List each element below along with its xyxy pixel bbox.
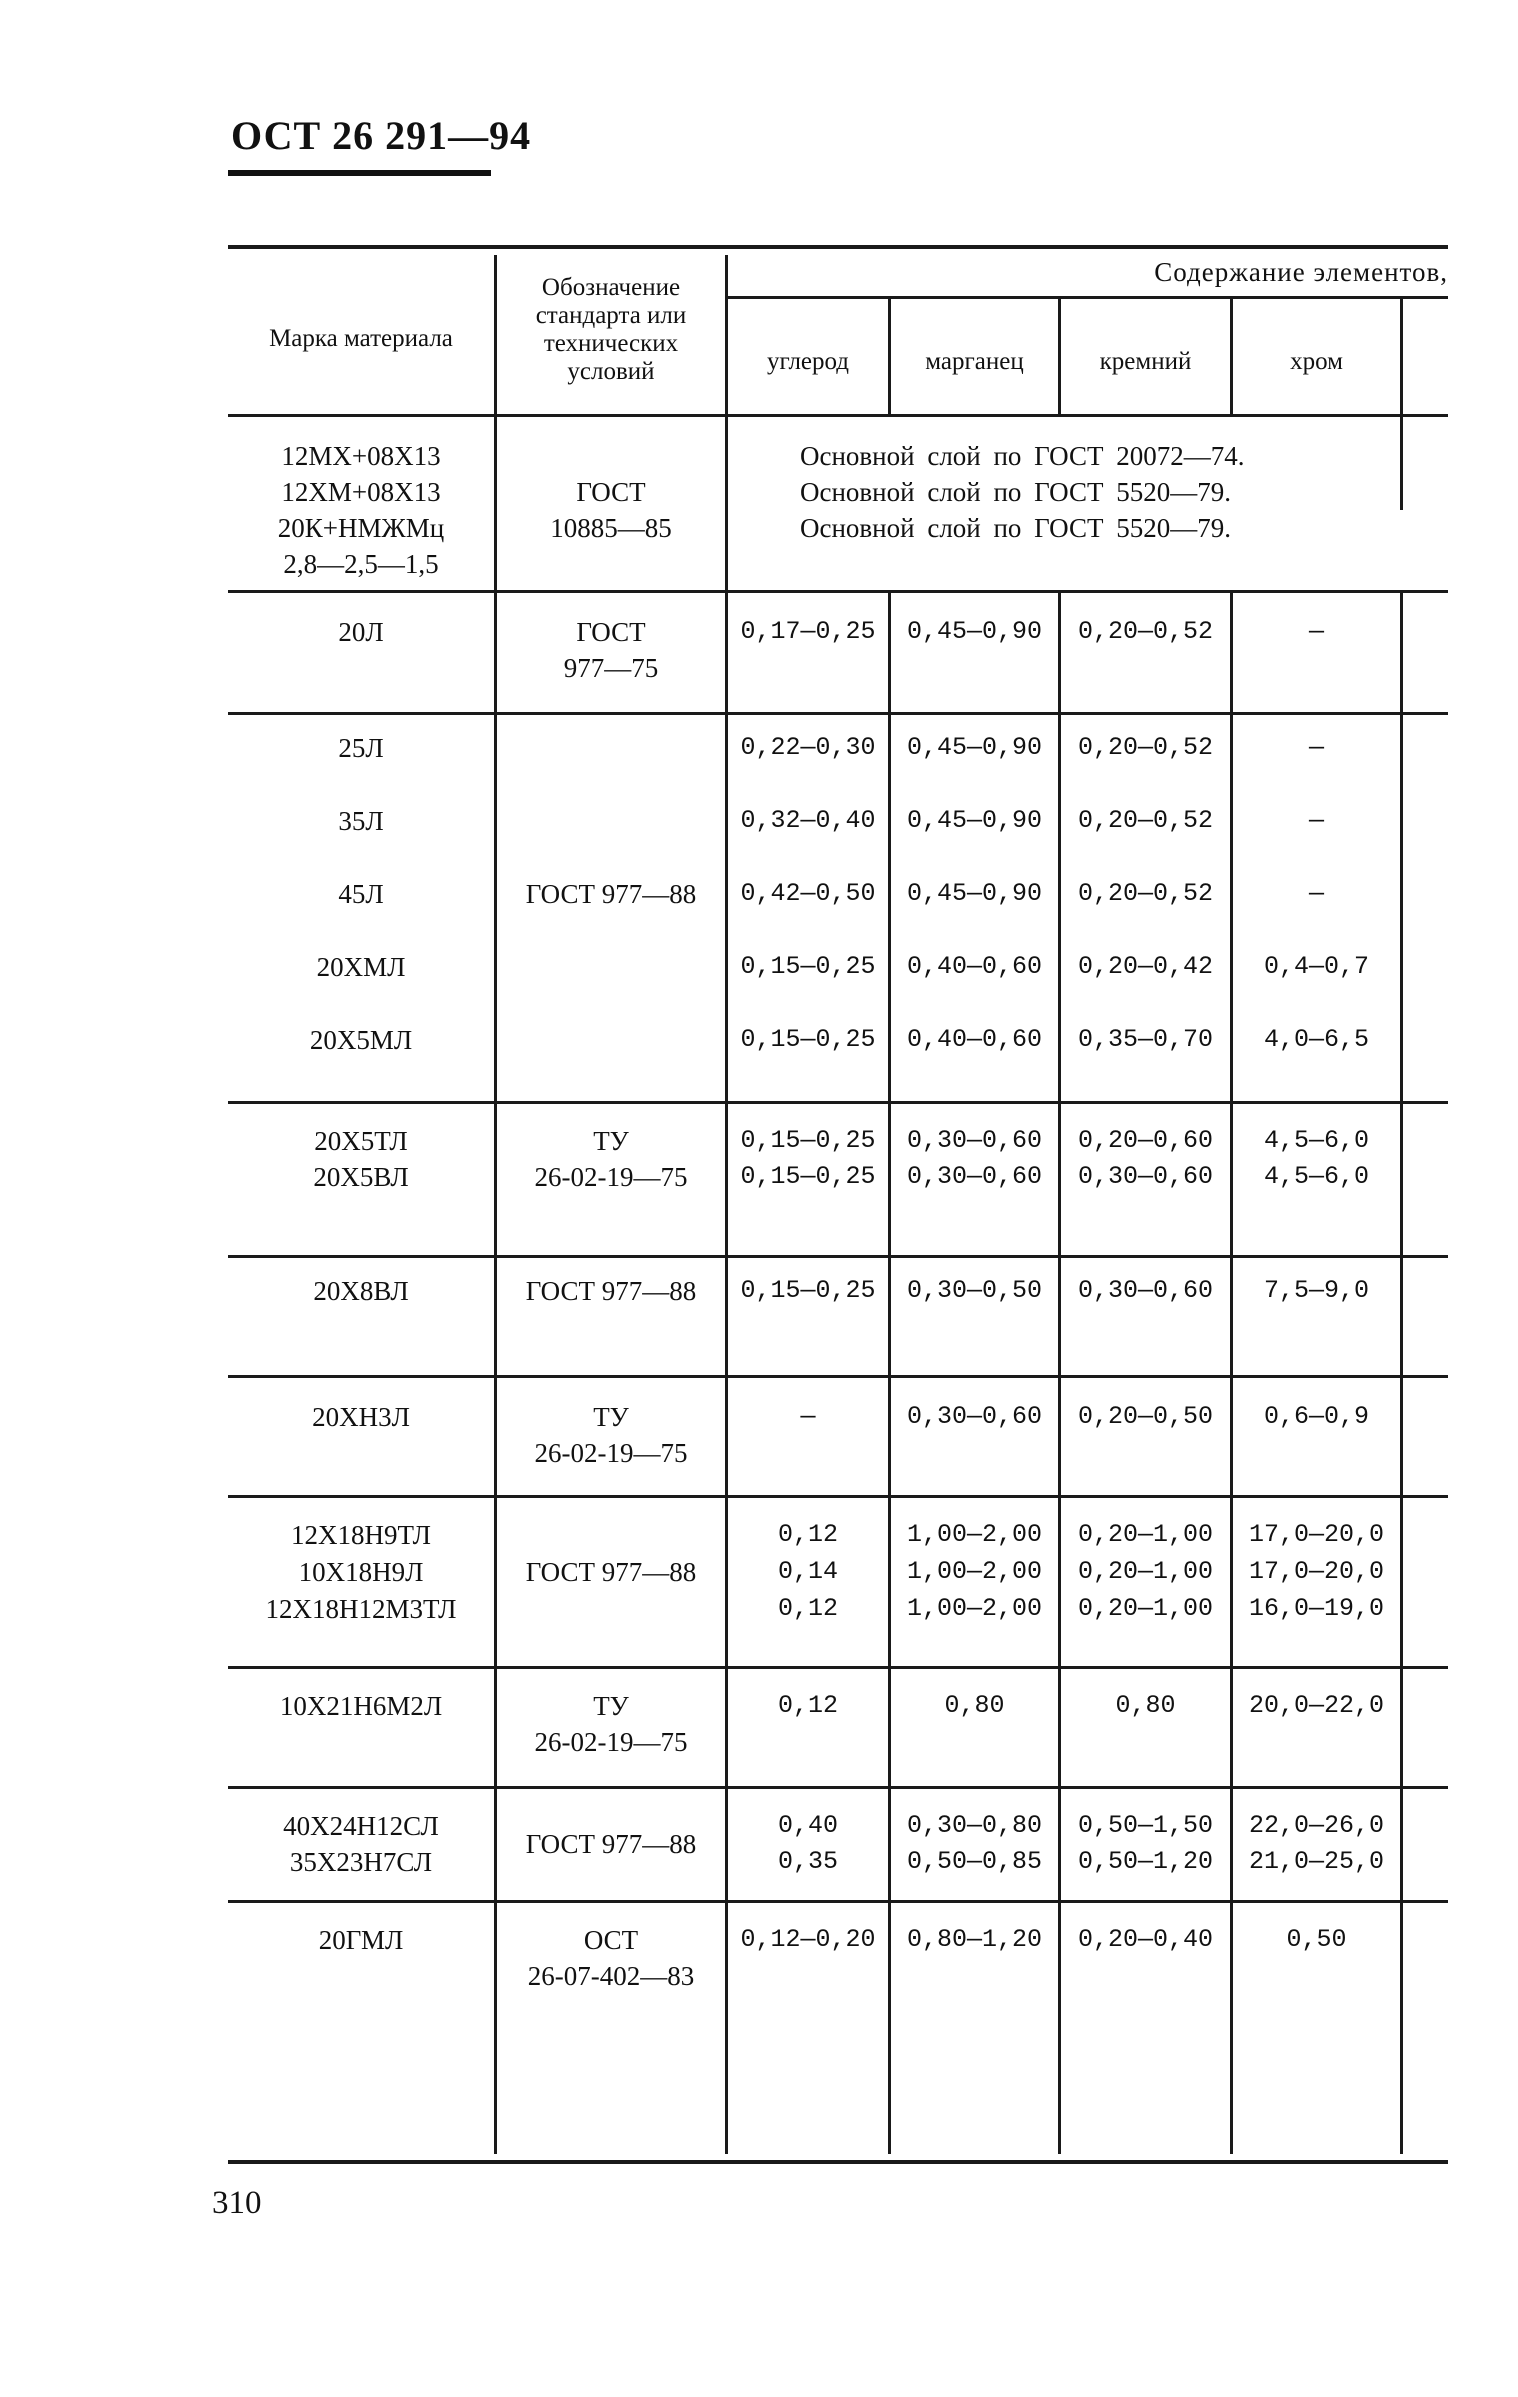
material-mark: 20ХН3Л <box>312 1402 410 1432</box>
manganese-value: 0,80 <box>944 1691 1005 1720</box>
header-standard-line: технических <box>543 330 679 357</box>
silicon-value: 0,30—0,60 <box>1077 1276 1214 1305</box>
silicon-value: 0,20—1,00 <box>1077 1557 1214 1586</box>
chromium-value: 4,5—6,0 <box>1263 1162 1370 1191</box>
silicon-value: 0,20—1,00 <box>1077 1594 1214 1623</box>
silicon-value: 0,20—0,52 <box>1077 617 1214 646</box>
material-mark: 10Х18Н9Л <box>298 1557 424 1587</box>
silicon-value: 0,20—0,52 <box>1077 806 1214 835</box>
manganese-value: 0,50—0,85 <box>906 1847 1043 1876</box>
chromium-value: — <box>1308 879 1324 908</box>
standard-cell-line: 26-02-19—75 <box>534 1438 688 1468</box>
standard-cell <box>497 1922 725 1994</box>
bimetal-standard <box>497 474 725 546</box>
carbon-value: — <box>800 1402 816 1431</box>
standard-cell-line: ТУ <box>593 1402 629 1432</box>
carbon-value: 0,12 <box>777 1691 838 1720</box>
group-rule <box>228 1666 1448 1669</box>
silicon-value: 0,20—0,50 <box>1077 1402 1214 1431</box>
standard-cell-line: ГОСТ <box>576 617 646 647</box>
carbon-value: 0,12 <box>777 1594 838 1623</box>
column-divider <box>1058 298 1061 414</box>
header-standard-line: стандарта или <box>535 302 687 329</box>
manganese-value: 0,45—0,90 <box>906 879 1043 908</box>
material-mark: 45Л <box>338 879 384 909</box>
chromium-value: 22,0—26,0 <box>1248 1811 1385 1840</box>
header-content: Содержание элементов, <box>1154 257 1448 287</box>
carbon-value: 0,15—0,25 <box>740 1162 876 1191</box>
bimetal-material-line: 2,8—2,5—1,5 <box>283 549 439 579</box>
material-mark: 20Х5ТЛ <box>314 1126 408 1156</box>
page-number: 310 <box>212 2185 262 2221</box>
column-divider <box>725 296 728 414</box>
header-material: Марка материала <box>269 325 453 352</box>
bimetal-material-line: 12МХ+08Х13 <box>281 441 441 471</box>
header-standard-line: Обозначение <box>541 274 681 301</box>
standard-cell-line: 26-02-19—75 <box>534 1727 688 1757</box>
silicon-value: 0,50—1,50 <box>1077 1811 1214 1840</box>
bimetal-standard-line: ГОСТ <box>576 477 646 507</box>
carbon-value: 0,42—0,50 <box>740 879 876 908</box>
manganese-value: 0,45—0,90 <box>906 806 1043 835</box>
group-rule <box>228 1900 1448 1903</box>
bimetal-note: Основной слой по ГОСТ 20072—74. <box>800 441 1245 471</box>
chromium-value: 21,0—25,0 <box>1248 1847 1385 1876</box>
header-bottom-rule <box>228 414 1448 417</box>
manganese-value: 0,45—0,90 <box>906 617 1043 646</box>
silicon-value: 0,20—0,60 <box>1077 1126 1214 1155</box>
manganese-value: 0,30—0,60 <box>906 1162 1043 1191</box>
chromium-value: 4,5—6,0 <box>1263 1126 1370 1155</box>
header-silicon: кремний <box>1099 348 1192 375</box>
material-mark: 25Л <box>338 733 384 763</box>
silicon-value: 0,20—0,40 <box>1077 1925 1214 1954</box>
standard-cell <box>497 876 725 912</box>
table-bottom-rule <box>228 2160 1448 2164</box>
material-mark: 40Х24Н12СЛ <box>283 1811 439 1841</box>
material-mark: 20Х8ВЛ <box>313 1276 409 1306</box>
chromium-value: 17,0—20,0 <box>1248 1520 1385 1549</box>
carbon-value: 0,12—0,20 <box>740 1925 876 1954</box>
standard-cell-line: ГОСТ 977—88 <box>525 1829 697 1859</box>
manganese-value: 0,40—0,60 <box>906 1025 1043 1054</box>
header-standard-line: условий <box>567 358 655 385</box>
group-rule <box>228 1255 1448 1258</box>
bimetal-notes <box>800 438 1440 546</box>
standard-cell-line: 26-07-402—83 <box>527 1961 695 1991</box>
carbon-value: 0,15—0,25 <box>740 1276 876 1305</box>
bimetal-material-line: 20К+НМЖМц <box>277 513 445 543</box>
standard-cell <box>497 1554 725 1590</box>
material-mark: 12Х18Н12М3ТЛ <box>265 1594 457 1624</box>
standard-cell <box>497 614 725 686</box>
carbon-value: 0,22—0,30 <box>740 733 876 762</box>
bimetal-note: Основной слой по ГОСТ 5520—79. <box>800 477 1231 507</box>
manganese-value: 0,30—0,80 <box>906 1811 1043 1840</box>
chromium-value: — <box>1308 617 1324 646</box>
standard-cell <box>497 1826 725 1862</box>
group-rule <box>228 712 1448 715</box>
standard-cell-line: ОСТ <box>583 1925 639 1955</box>
column-divider <box>888 298 891 414</box>
manganese-value: 0,80—1,20 <box>906 1925 1043 1954</box>
manganese-value: 0,30—0,60 <box>906 1402 1043 1431</box>
silicon-value: 0,50—1,20 <box>1077 1847 1214 1876</box>
column-divider <box>494 255 497 2154</box>
silicon-value: 0,80 <box>1115 1691 1176 1720</box>
standard-cell-line: ГОСТ 977—88 <box>525 1276 697 1306</box>
header-chromium: хром <box>1290 348 1343 375</box>
header-carbon: углерод <box>766 348 850 375</box>
chromium-value: 0,6—0,9 <box>1263 1402 1370 1431</box>
chromium-value: 16,0—19,0 <box>1248 1594 1385 1623</box>
header-split-rule <box>728 296 1448 299</box>
header-underline <box>228 170 491 176</box>
standard-cell-line: ТУ <box>593 1691 629 1721</box>
chromium-value: 17,0—20,0 <box>1248 1557 1385 1586</box>
material-mark: 20Л <box>338 617 384 647</box>
group-rule <box>228 1495 1448 1498</box>
standard-cell-line: 977—75 <box>563 653 659 683</box>
header-top-rule <box>228 245 1448 249</box>
carbon-value: 0,15—0,25 <box>740 1126 876 1155</box>
standard-cell <box>497 1399 725 1471</box>
chromium-value: 0,4—0,7 <box>1263 952 1370 981</box>
carbon-value: 0,32—0,40 <box>740 806 876 835</box>
material-mark: 20ХМЛ <box>316 952 406 982</box>
column-divider <box>1400 590 1403 2154</box>
silicon-value: 0,35—0,70 <box>1077 1025 1214 1054</box>
bimetal-material-line: 12ХМ+08Х13 <box>281 477 441 507</box>
column-divider <box>1058 590 1061 2154</box>
manganese-value: 0,30—0,50 <box>906 1276 1043 1305</box>
manganese-value: 0,45—0,90 <box>906 733 1043 762</box>
silicon-value: 0,20—0,52 <box>1077 879 1214 908</box>
material-mark: 35Х23Н7СЛ <box>289 1847 433 1877</box>
standard-cell-line: ТУ <box>593 1126 629 1156</box>
column-divider <box>725 255 728 2154</box>
carbon-value: 0,40 <box>777 1811 838 1840</box>
silicon-value: 0,20—1,00 <box>1077 1520 1214 1549</box>
manganese-value: 1,00—2,00 <box>906 1594 1043 1623</box>
column-divider <box>888 590 891 2154</box>
material-mark: 20Х5ВЛ <box>313 1162 409 1192</box>
bimetal-note: Основной слой по ГОСТ 5520—79. <box>800 513 1231 543</box>
group-rule <box>228 1375 1448 1378</box>
chromium-value: — <box>1308 806 1324 835</box>
header-standard <box>497 274 725 386</box>
silicon-value: 0,20—0,52 <box>1077 733 1214 762</box>
silicon-value: 0,20—0,42 <box>1077 952 1214 981</box>
standard-cell <box>497 1273 725 1309</box>
carbon-value: 0,14 <box>777 1557 838 1586</box>
carbon-value: 0,15—0,25 <box>740 1025 876 1054</box>
column-divider <box>1230 298 1233 414</box>
manganese-value: 1,00—2,00 <box>906 1520 1043 1549</box>
chromium-value: 0,50 <box>1286 1925 1347 1954</box>
standard-cell-line: ГОСТ 977—88 <box>525 879 697 909</box>
column-divider <box>1400 414 1403 510</box>
chromium-value: 4,0—6,5 <box>1263 1025 1370 1054</box>
bimetal-standard-line: 10885—85 <box>550 513 672 543</box>
group-rule <box>228 590 1448 593</box>
material-mark: 20ГМЛ <box>318 1925 404 1955</box>
standard-cell-line: ГОСТ 977—88 <box>525 1557 697 1587</box>
document-code: ОСТ 26 291—94 <box>231 113 532 158</box>
material-mark: 12Х18Н9ТЛ <box>291 1520 431 1550</box>
group-rule <box>228 1786 1448 1789</box>
chromium-value: 20,0—22,0 <box>1248 1691 1385 1720</box>
material-mark: 20Х5МЛ <box>309 1025 413 1055</box>
group-rule <box>228 1101 1448 1104</box>
material-mark: 35Л <box>338 806 384 836</box>
carbon-value: 0,12 <box>777 1520 838 1549</box>
carbon-value: 0,15—0,25 <box>740 952 876 981</box>
standard-cell-line: 26-02-19—75 <box>534 1162 688 1192</box>
material-mark: 10Х21Н6М2Л <box>279 1691 443 1721</box>
column-divider <box>1400 298 1403 414</box>
column-divider <box>1230 590 1233 2154</box>
silicon-value: 0,30—0,60 <box>1077 1162 1214 1191</box>
carbon-value: 0,35 <box>777 1847 838 1876</box>
chromium-value: 7,5—9,0 <box>1263 1276 1370 1305</box>
standard-cell <box>497 1688 725 1760</box>
manganese-value: 0,30—0,60 <box>906 1126 1043 1155</box>
standard-cell <box>497 1123 725 1195</box>
manganese-value: 0,40—0,60 <box>906 952 1043 981</box>
carbon-value: 0,17—0,25 <box>740 617 876 646</box>
bimetal-material <box>228 438 494 582</box>
chromium-value: — <box>1308 733 1324 762</box>
header-manganese: марганец <box>925 348 1024 375</box>
manganese-value: 1,00—2,00 <box>906 1557 1043 1586</box>
